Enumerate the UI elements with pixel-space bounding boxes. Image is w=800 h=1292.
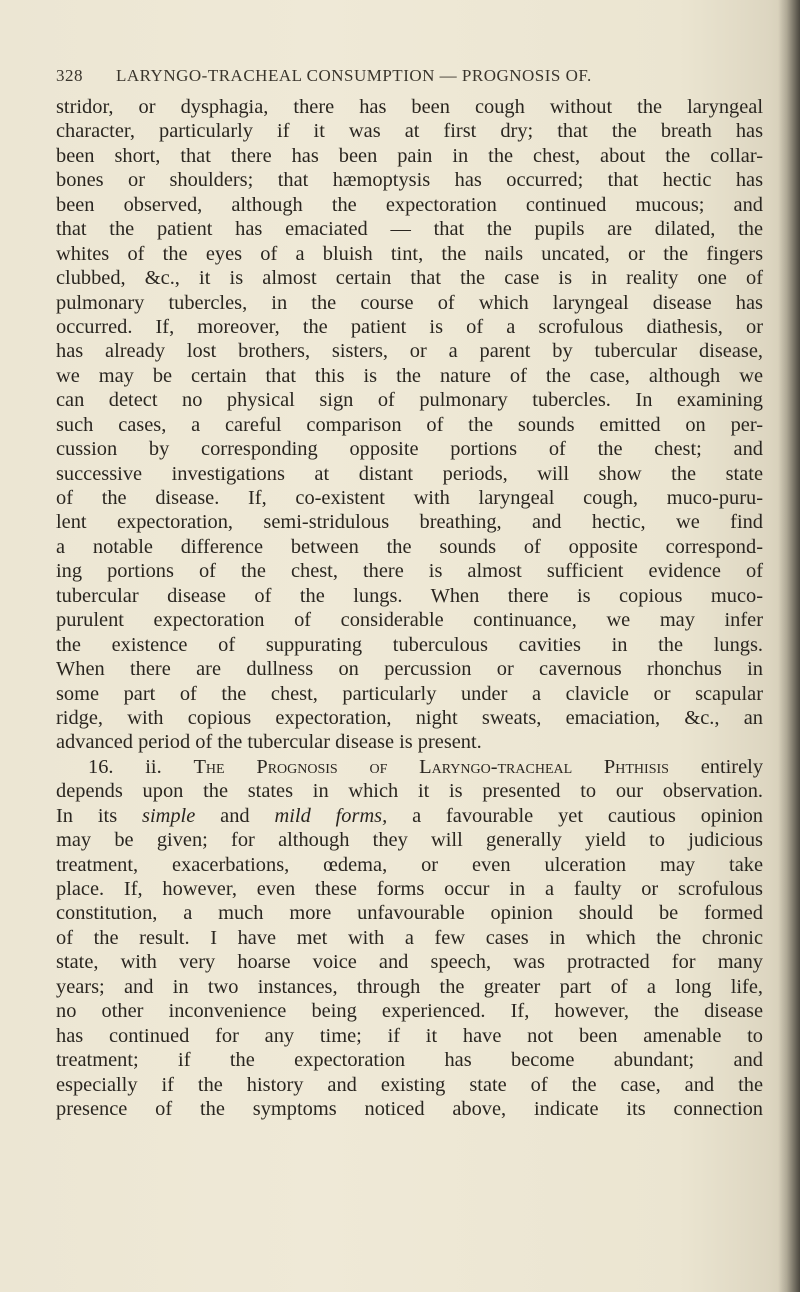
emphasis-mild-forms: mild forms, <box>274 804 388 827</box>
text-line: that the patient has emaciated — that the pupils are dilated, the <box>56 218 763 241</box>
section-number: 16. ii. <box>88 755 162 778</box>
text-line: a notable difference between the sounds of opposite correspond- <box>56 535 763 558</box>
text-line: years; and in two instances, through the greater part of a long life, <box>56 975 763 998</box>
text-line: lent expectoration, semi-stridulous breathing, and hectic, we find <box>56 511 763 534</box>
text-line: no other inconvenience being experienced. If, however, the disease <box>56 1000 763 1023</box>
text-line-emphasis: In its simple and mild forms, a favourable yet cautious opinion <box>56 804 764 827</box>
text-line: clubbed, &c., it is almost certain that the case is in reality one of <box>56 267 763 290</box>
text-line: has continued for any time; if it have not been amenable to <box>56 1024 763 1047</box>
text-line: whites of the eyes of a bluish tint, the nails uncated, or the fingers <box>56 242 763 265</box>
text-line: treatment, exacerbations, œdema, or even ulceration may take <box>56 853 763 876</box>
body-text <box>56 95 763 1121</box>
text-line: ing portions of the chest, there is almost sufficient evidence of <box>56 560 763 583</box>
running-head: LARYNGO-TRACHEAL CONSUMPTION — PROGNOSIS OF. <box>116 66 592 85</box>
text-line: purulent expectoration of considerable continuance, we may infer <box>56 609 763 632</box>
text-line: the existence of suppurating tuberculous cavities in the lungs. <box>56 633 763 656</box>
text-line: occurred. If, moreover, the patient is of a scrofulous diathesis, or <box>56 315 763 338</box>
section-heading-tail: entirely <box>700 755 764 778</box>
text-line: may be given; for although they will generally yield to judicious <box>56 829 763 852</box>
text-line: stridor, or dysphagia, there has been cough without the laryngeal <box>56 96 763 118</box>
text-line: has already lost brothers, sisters, or a parent by tubercular disease, <box>56 340 763 363</box>
text-line: can detect no physical sign of pulmonary tubercles. In examining <box>56 389 763 412</box>
text-line: depends upon the states in which it is presented to our observation. <box>56 780 763 803</box>
page-number: 328 <box>56 66 83 85</box>
text-line: some part of the chest, particularly under a clavicle or scapular <box>56 682 763 705</box>
page-binding-shadow <box>778 0 800 1292</box>
text-line: of the disease. If, co-existent with laryngeal cough, muco-puru- <box>56 487 763 509</box>
section-heading-line <box>56 755 763 779</box>
text-line: we may be certain that this is the nature of the case, although we <box>56 364 763 387</box>
text-line: tubercular disease of the lungs. When there is copious muco- <box>56 584 763 607</box>
text-line: constitution, a much more unfavourable opinion should be formed <box>56 902 763 925</box>
text-line: presence of the symptoms noticed above, indicate its connection <box>56 1097 763 1120</box>
text-line: cussion by corresponding opposite portions of the chest; and <box>56 438 763 461</box>
text-line: such cases, a careful comparison of the sounds emitted on per- <box>56 413 763 436</box>
text-line: bones or shoulders; that hæmoptysis has occurred; that hectic has <box>56 169 763 192</box>
emphasis-simple: simple <box>142 804 196 827</box>
text-line: pulmonary tubercles, in the course of which laryngeal disease has <box>56 291 763 314</box>
text-line: been observed, although the expectoration continued mucous; and <box>56 193 763 216</box>
text-line: been short, that there has been pain in the chest, about the collar- <box>56 144 763 167</box>
page-header <box>56 66 746 90</box>
text-line: especially if the history and existing state of the case, and the <box>56 1073 763 1096</box>
text-line: treatment; if the expectoration has become abundant; and <box>56 1049 763 1072</box>
text-line: of the result. I have met with a few cases in which the chronic <box>56 926 763 949</box>
text-line: place. If, however, even these forms occur in a faulty or scrofulous <box>56 878 763 900</box>
text-line: ridge, with copious expectoration, night sweats, emaciation, &c., an <box>56 706 763 729</box>
text-line: character, particularly if it was at first dry; that the breath has <box>56 120 763 143</box>
section-heading: The Prognosis of Laryngo-tracheal Phthisis <box>193 755 669 778</box>
text-line: advanced period of the tubercular disease is present. <box>56 731 482 754</box>
text-line: state, with very hoarse voice and speech, was protracted for many <box>56 951 763 974</box>
text-line: successive investigations at distant periods, will show the state <box>56 462 763 485</box>
text-line: When there are dullness on percussion or cavernous rhonchus in <box>56 658 763 681</box>
